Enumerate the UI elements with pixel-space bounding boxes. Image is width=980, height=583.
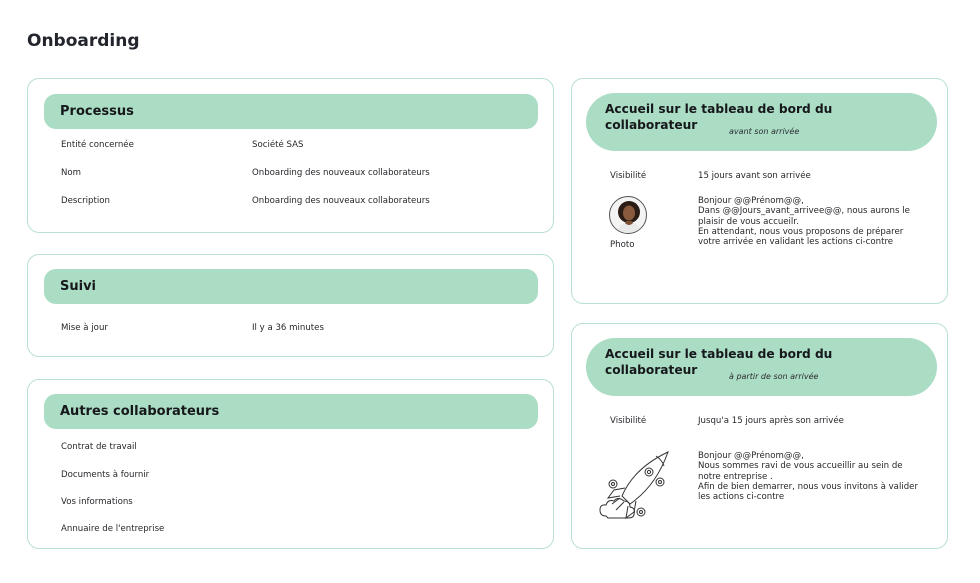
avatar-portrait [610, 197, 647, 234]
accueil-avant-card [571, 78, 948, 304]
row-label-nom: Nom [61, 168, 82, 178]
avatar [609, 196, 647, 234]
accueil-apres-card [571, 323, 948, 549]
list-item-documents[interactable]: Documents à fournir [61, 470, 150, 480]
row-value-nom: Onboarding des nouveaux collaborateurs [252, 168, 430, 178]
autres-title: Autres collaborateurs [60, 404, 220, 419]
visibility-label: Visibilité [610, 416, 647, 426]
rocket-icon [596, 446, 674, 522]
list-item-informations[interactable]: Vos informations [61, 497, 133, 507]
suivi-header [44, 269, 538, 304]
suivi-card [27, 254, 554, 357]
photo-label: Photo [610, 240, 635, 250]
suivi-title: Suivi [60, 279, 97, 294]
page-title: Onboarding [27, 31, 140, 51]
accueil-apres-title: Accueil sur le tableau de bord du collaborateur [605, 347, 833, 377]
visibility-label: Visibilité [610, 171, 647, 181]
processus-header [44, 94, 538, 129]
accueil-avant-subtitle: avant son arrivée [729, 127, 800, 136]
accueil-apres-subtitle: à partir de son arrivée [729, 372, 819, 381]
row-value-mise-a-jour: Il y a 36 minutes [252, 323, 324, 333]
row-value-description: Onboarding des nouveaux collaborateurs [252, 196, 430, 206]
message-avant: Bonjour @@Prénom@@, Dans @@Jours_avant_arrivee@@, nous aurons le plaisir de vous accueilr. En attendant, nous vous proposons de préparer votre arrivée en validant les actions ci-contre [698, 196, 910, 248]
visibility-value: 15 jours avant son arrivée [698, 171, 811, 181]
row-value-entite: Société SAS [252, 140, 304, 150]
list-item-contrat[interactable]: Contrat de travail [61, 442, 137, 452]
processus-title: Processus [60, 104, 134, 119]
row-label-mise-a-jour: Mise à jour [61, 323, 108, 333]
list-item-annuaire[interactable]: Annuaire de l'entreprise [61, 524, 165, 534]
message-apres: Bonjour @@Prénom@@, Nous sommes ravi de vous accueillir au sein de notre entreprise . Afin de bien demarrer, nous vous invitons à valider les actions ci-contre [698, 451, 918, 503]
autres-header [44, 394, 538, 429]
visibility-value: Jusqu'a 15 jours après son arrivée [698, 416, 844, 426]
accueil-avant-title: Accueil sur le tableau de bord du collaborateur [605, 102, 833, 132]
row-label-description: Description [61, 196, 110, 206]
autres-card [27, 379, 554, 549]
processus-card [27, 78, 554, 233]
row-label-entite: Entité concernée [61, 140, 134, 150]
